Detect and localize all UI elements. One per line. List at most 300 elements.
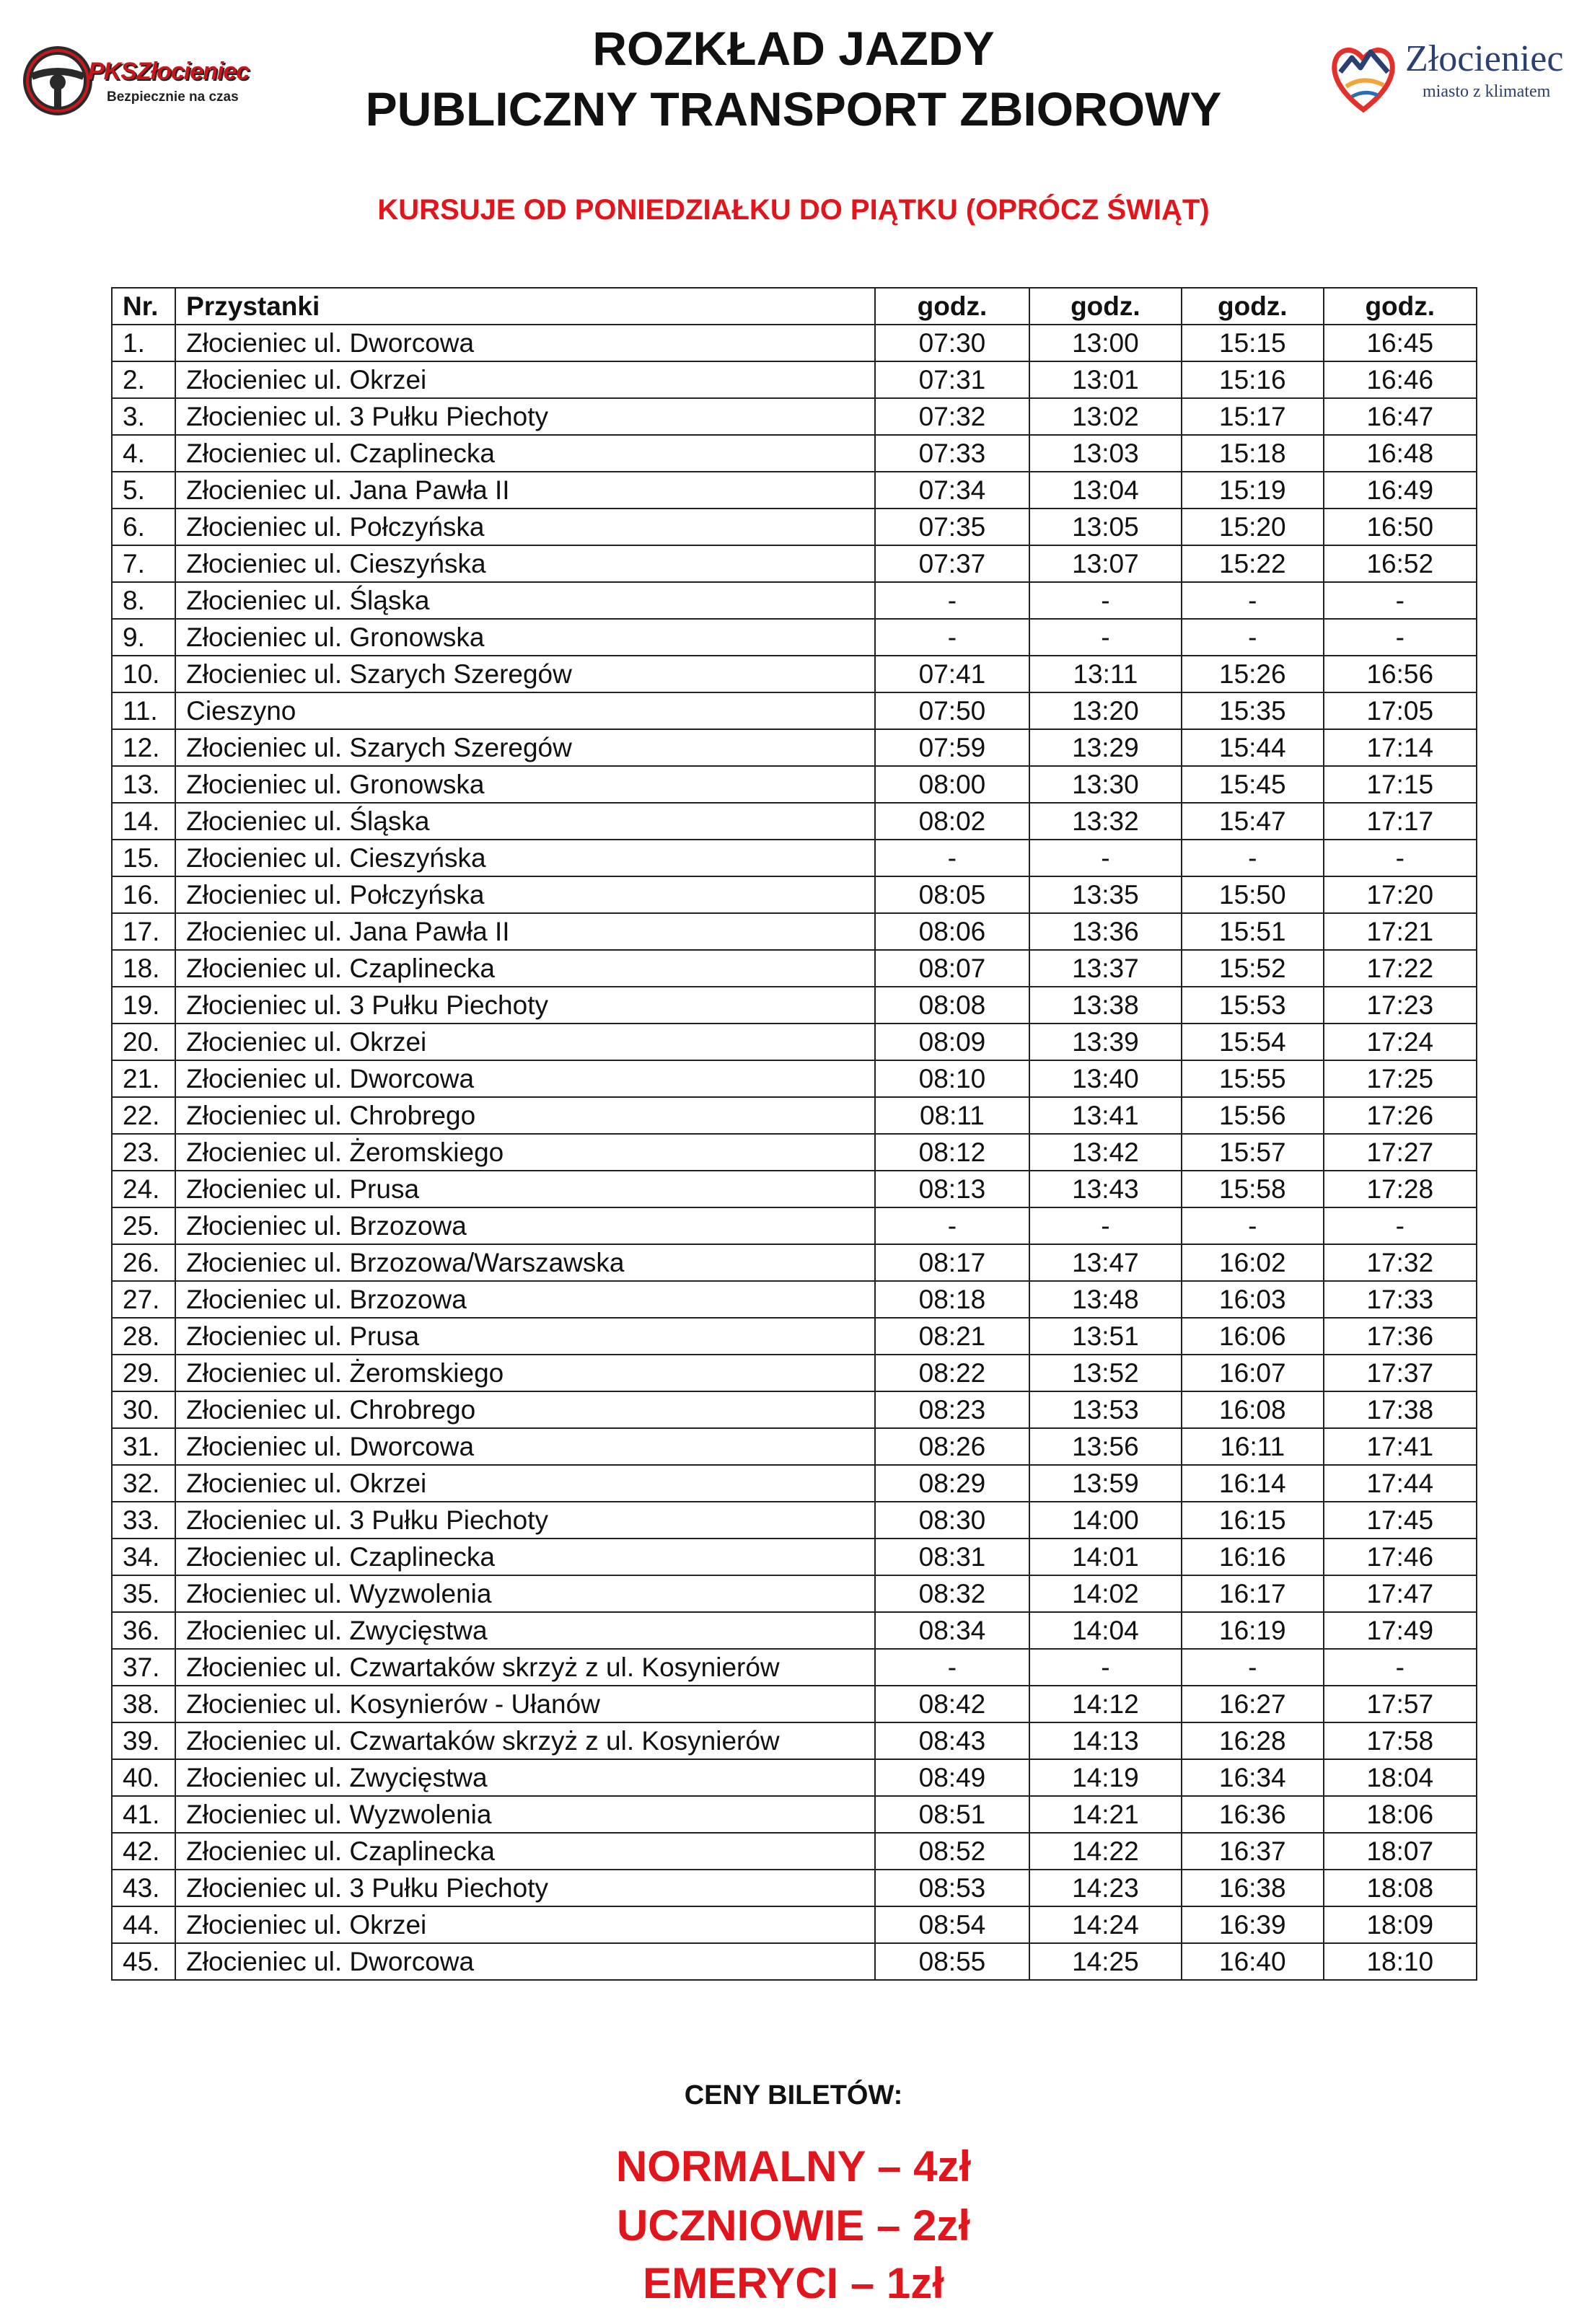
table-row xyxy=(112,1870,1477,1906)
departure-time-1: 07:31 xyxy=(875,361,1029,398)
stop-number: 35. xyxy=(112,1575,175,1612)
stop-name: Złocieniec ul. Zwycięstwa xyxy=(175,1759,875,1796)
stop-name: Złocieniec ul. 3 Pułku Piechoty xyxy=(175,1870,875,1906)
departure-time-4: 17:36 xyxy=(1324,1318,1477,1355)
departure-time-3: 16:38 xyxy=(1182,1870,1323,1906)
table-row xyxy=(112,950,1477,987)
departure-time-3: 16:17 xyxy=(1182,1575,1323,1612)
heart-landscape-icon xyxy=(1327,30,1399,117)
departure-time-1: - xyxy=(875,582,1029,619)
departure-time-1: 08:31 xyxy=(875,1539,1029,1575)
table-row xyxy=(112,766,1477,803)
stop-name: Złocieniec ul. Czwartaków skrzyż z ul. Kosynierów xyxy=(175,1722,875,1759)
departure-time-2: 14:23 xyxy=(1029,1870,1182,1906)
stop-name: Cieszyno xyxy=(175,692,875,729)
stop-name: Złocieniec ul. Śląska xyxy=(175,803,875,840)
ticket-prices-title: CENY BILETÓW: xyxy=(684,2080,903,2110)
stop-name: Złocieniec ul. Cieszyńska xyxy=(175,545,875,582)
stop-name: Złocieniec ul. 3 Pułku Piechoty xyxy=(175,1502,875,1539)
stop-number: 18. xyxy=(112,950,175,987)
stop-name: Złocieniec ul. Dworcowa xyxy=(175,325,875,361)
departure-time-3: 16:02 xyxy=(1182,1244,1323,1281)
departure-time-2: 14:02 xyxy=(1029,1575,1182,1612)
departure-time-3: 15:52 xyxy=(1182,950,1323,987)
departure-time-4: 17:27 xyxy=(1324,1134,1477,1171)
departure-time-3: 15:50 xyxy=(1182,876,1323,913)
departure-time-2: 13:47 xyxy=(1029,1244,1182,1281)
departure-time-2: 13:53 xyxy=(1029,1391,1182,1428)
stop-number: 37. xyxy=(112,1649,175,1686)
stop-number: 24. xyxy=(112,1171,175,1207)
departure-time-3: 15:47 xyxy=(1182,803,1323,840)
departure-time-4: 17:57 xyxy=(1324,1686,1477,1722)
departure-time-4: 17:15 xyxy=(1324,766,1477,803)
departure-time-3: 16:08 xyxy=(1182,1391,1323,1428)
departure-time-4: 17:58 xyxy=(1324,1722,1477,1759)
departure-time-2: 14:22 xyxy=(1029,1833,1182,1870)
pks-logo-tagline: Bezpiecznie na czas xyxy=(107,89,239,105)
departure-time-2: 13:43 xyxy=(1029,1171,1182,1207)
departure-time-3: 16:34 xyxy=(1182,1759,1323,1796)
stop-number: 30. xyxy=(112,1391,175,1428)
departure-time-2: - xyxy=(1029,582,1182,619)
departure-time-4: 17:23 xyxy=(1324,987,1477,1024)
departure-time-4: 17:26 xyxy=(1324,1097,1477,1134)
departure-time-2: 13:02 xyxy=(1029,398,1182,435)
table-row xyxy=(112,1428,1477,1465)
departure-time-2: 13:48 xyxy=(1029,1281,1182,1318)
departure-time-4: 17:44 xyxy=(1324,1465,1477,1502)
stop-number: 32. xyxy=(112,1465,175,1502)
departure-time-2: 13:30 xyxy=(1029,766,1182,803)
departure-time-2: 13:32 xyxy=(1029,803,1182,840)
table-row xyxy=(112,913,1477,950)
departure-time-1: 08:00 xyxy=(875,766,1029,803)
departure-time-4: 17:22 xyxy=(1324,950,1477,987)
departure-time-2: 13:40 xyxy=(1029,1060,1182,1097)
table-row xyxy=(112,1318,1477,1355)
table-row xyxy=(112,1539,1477,1575)
departure-time-1: 08:26 xyxy=(875,1428,1029,1465)
departure-time-3: 15:22 xyxy=(1182,545,1323,582)
departure-time-1: 08:10 xyxy=(875,1060,1029,1097)
stop-number: 1. xyxy=(112,325,175,361)
departure-time-1: 07:30 xyxy=(875,325,1029,361)
stop-number: 39. xyxy=(112,1722,175,1759)
departure-time-2: 13:59 xyxy=(1029,1465,1182,1502)
departure-time-3: 15:55 xyxy=(1182,1060,1323,1097)
stop-number: 23. xyxy=(112,1134,175,1171)
departure-time-3: - xyxy=(1182,582,1323,619)
stop-number: 11. xyxy=(112,692,175,729)
departure-time-3: 15:35 xyxy=(1182,692,1323,729)
stop-name: Złocieniec ul. Prusa xyxy=(175,1318,875,1355)
header-time-4: godz. xyxy=(1324,288,1477,325)
stop-name: Złocieniec ul. 3 Pułku Piechoty xyxy=(175,398,875,435)
stop-name: Złocieniec ul. Okrzei xyxy=(175,361,875,398)
stop-name: Złocieniec ul. 3 Pułku Piechoty xyxy=(175,987,875,1024)
departure-time-1: 08:08 xyxy=(875,987,1029,1024)
stop-name: Złocieniec ul. Kosynierów - Ułanów xyxy=(175,1686,875,1722)
table-row xyxy=(112,1759,1477,1796)
departure-time-1: 07:37 xyxy=(875,545,1029,582)
departure-time-2: - xyxy=(1029,1649,1182,1686)
departure-time-3: 15:17 xyxy=(1182,398,1323,435)
table-row xyxy=(112,398,1477,435)
stop-number: 20. xyxy=(112,1024,175,1060)
stop-name: Złocieniec ul. Żeromskiego xyxy=(175,1355,875,1391)
stop-number: 15. xyxy=(112,840,175,876)
departure-time-4: 17:33 xyxy=(1324,1281,1477,1318)
departure-time-2: 13:56 xyxy=(1029,1428,1182,1465)
departure-time-2: 13:38 xyxy=(1029,987,1182,1024)
stop-number: 5. xyxy=(112,472,175,509)
table-row xyxy=(112,1906,1477,1943)
departure-time-3: 15:57 xyxy=(1182,1134,1323,1171)
stop-name: Złocieniec ul. Połczyńska xyxy=(175,509,875,545)
departure-time-1: - xyxy=(875,840,1029,876)
departure-time-4: 17:49 xyxy=(1324,1612,1477,1649)
departure-time-1: 08:12 xyxy=(875,1134,1029,1171)
departure-time-1: - xyxy=(875,1649,1029,1686)
departure-time-1: 08:22 xyxy=(875,1355,1029,1391)
table-row xyxy=(112,545,1477,582)
page-subtitle-main: PUBLICZNY TRANSPORT ZBIOROWY xyxy=(365,82,1222,136)
table-row xyxy=(112,692,1477,729)
departure-time-3: - xyxy=(1182,1649,1323,1686)
departure-time-3: 15:20 xyxy=(1182,509,1323,545)
departure-time-4: 17:28 xyxy=(1324,1171,1477,1207)
departure-time-3: 16:40 xyxy=(1182,1943,1323,1980)
table-row xyxy=(112,1502,1477,1539)
table-row xyxy=(112,619,1477,656)
stop-name: Złocieniec ul. Jana Pawła II xyxy=(175,913,875,950)
departure-time-1: 08:11 xyxy=(875,1097,1029,1134)
stop-name: Złocieniec ul. Brzozowa/Warszawska xyxy=(175,1244,875,1281)
departure-time-4: 17:24 xyxy=(1324,1024,1477,1060)
table-row xyxy=(112,1060,1477,1097)
stop-number: 17. xyxy=(112,913,175,950)
stop-number: 25. xyxy=(112,1207,175,1244)
departure-time-1: 08:09 xyxy=(875,1024,1029,1060)
stop-number: 45. xyxy=(112,1943,175,1980)
table-row xyxy=(112,729,1477,766)
departure-time-1: - xyxy=(875,619,1029,656)
departure-time-1: 08:49 xyxy=(875,1759,1029,1796)
timetable xyxy=(111,287,1477,1981)
price-seniors: EMERYCI – 1zł xyxy=(643,2259,944,2307)
departure-time-2: 14:13 xyxy=(1029,1722,1182,1759)
departure-time-4: 17:32 xyxy=(1324,1244,1477,1281)
stop-name: Złocieniec ul. Okrzei xyxy=(175,1465,875,1502)
stop-name: Złocieniec ul. Okrzei xyxy=(175,1024,875,1060)
departure-time-4: 17:21 xyxy=(1324,913,1477,950)
table-row xyxy=(112,472,1477,509)
departure-time-1: 08:53 xyxy=(875,1870,1029,1906)
stop-number: 8. xyxy=(112,582,175,619)
stop-number: 12. xyxy=(112,729,175,766)
stop-number: 7. xyxy=(112,545,175,582)
stop-number: 26. xyxy=(112,1244,175,1281)
table-row xyxy=(112,1391,1477,1428)
table-row xyxy=(112,656,1477,692)
departure-time-1: 07:34 xyxy=(875,472,1029,509)
departure-time-4: 17:38 xyxy=(1324,1391,1477,1428)
table-row xyxy=(112,435,1477,472)
departure-time-4: 17:37 xyxy=(1324,1355,1477,1391)
departure-time-1: 08:18 xyxy=(875,1281,1029,1318)
departure-time-4: 17:17 xyxy=(1324,803,1477,840)
departure-time-2: 13:52 xyxy=(1029,1355,1182,1391)
departure-time-4: 17:46 xyxy=(1324,1539,1477,1575)
stop-name: Złocieniec ul. Cieszyńska xyxy=(175,840,875,876)
stop-name: Złocieniec ul. Prusa xyxy=(175,1171,875,1207)
table-row xyxy=(112,1575,1477,1612)
stop-name: Złocieniec ul. Czaplinecka xyxy=(175,1539,875,1575)
stop-number: 44. xyxy=(112,1906,175,1943)
price-normal: NORMALNY – 4zł xyxy=(615,2142,972,2191)
pks-logo-name: PKSZłocieniec xyxy=(88,58,250,85)
departure-time-1: 08:06 xyxy=(875,913,1029,950)
stop-name: Złocieniec ul. Dworcowa xyxy=(175,1060,875,1097)
departure-time-3: 15:54 xyxy=(1182,1024,1323,1060)
departure-time-2: 13:29 xyxy=(1029,729,1182,766)
stop-name: Złocieniec ul. Dworcowa xyxy=(175,1943,875,1980)
departure-time-1: 08:52 xyxy=(875,1833,1029,1870)
departure-time-4: 17:47 xyxy=(1324,1575,1477,1612)
departure-time-2: 13:35 xyxy=(1029,876,1182,913)
stop-number: 41. xyxy=(112,1796,175,1833)
stop-number: 14. xyxy=(112,803,175,840)
departure-time-1: 08:17 xyxy=(875,1244,1029,1281)
stop-name: Złocieniec ul. Żeromskiego xyxy=(175,1134,875,1171)
departure-time-4: 16:52 xyxy=(1324,545,1477,582)
departure-time-4: 16:50 xyxy=(1324,509,1477,545)
table-row xyxy=(112,987,1477,1024)
stop-number: 38. xyxy=(112,1686,175,1722)
departure-time-3: 15:45 xyxy=(1182,766,1323,803)
departure-time-4: 18:09 xyxy=(1324,1906,1477,1943)
departure-time-2: 13:04 xyxy=(1029,472,1182,509)
departure-time-1: 07:41 xyxy=(875,656,1029,692)
zlocieniec-logo xyxy=(1327,30,1573,124)
departure-time-3: 16:28 xyxy=(1182,1722,1323,1759)
departure-time-4: 17:14 xyxy=(1324,729,1477,766)
departure-time-2: 13:42 xyxy=(1029,1134,1182,1171)
stop-number: 3. xyxy=(112,398,175,435)
stop-name: Złocieniec ul. Jana Pawła II xyxy=(175,472,875,509)
departure-time-3: 16:15 xyxy=(1182,1502,1323,1539)
departure-time-1: 07:50 xyxy=(875,692,1029,729)
stop-number: 6. xyxy=(112,509,175,545)
departure-time-2: - xyxy=(1029,840,1182,876)
departure-time-1: 08:07 xyxy=(875,950,1029,987)
departure-time-2: 13:51 xyxy=(1029,1318,1182,1355)
table-row xyxy=(112,1134,1477,1171)
table-row xyxy=(112,1465,1477,1502)
departure-time-4: 17:05 xyxy=(1324,692,1477,729)
departure-time-3: - xyxy=(1182,840,1323,876)
table-row xyxy=(112,1244,1477,1281)
table-row xyxy=(112,1649,1477,1686)
departure-time-1: 08:34 xyxy=(875,1612,1029,1649)
departure-time-2: 13:20 xyxy=(1029,692,1182,729)
departure-time-1: 08:51 xyxy=(875,1796,1029,1833)
departure-time-2: 13:01 xyxy=(1029,361,1182,398)
table-row xyxy=(112,1612,1477,1649)
stop-number: 13. xyxy=(112,766,175,803)
departure-time-2: 14:00 xyxy=(1029,1502,1182,1539)
departure-time-1: 08:13 xyxy=(875,1171,1029,1207)
zlocieniec-logo-tagline: miasto z klimatem xyxy=(1423,82,1551,101)
table-row xyxy=(112,1171,1477,1207)
departure-time-3: 15:19 xyxy=(1182,472,1323,509)
departure-time-4: 17:25 xyxy=(1324,1060,1477,1097)
departure-time-1: 08:02 xyxy=(875,803,1029,840)
departure-time-1: 08:54 xyxy=(875,1906,1029,1943)
header-time-3: godz. xyxy=(1182,288,1323,325)
stop-name: Złocieniec ul. Gronowska xyxy=(175,619,875,656)
departure-time-4: 17:20 xyxy=(1324,876,1477,913)
table-row xyxy=(112,1207,1477,1244)
stop-name: Złocieniec ul. Śląska xyxy=(175,582,875,619)
table-row xyxy=(112,876,1477,913)
departure-time-1: 07:32 xyxy=(875,398,1029,435)
departure-time-1: - xyxy=(875,1207,1029,1244)
departure-time-2: 13:05 xyxy=(1029,509,1182,545)
departure-time-3: 15:44 xyxy=(1182,729,1323,766)
stop-name: Złocieniec ul. Czaplinecka xyxy=(175,435,875,472)
departure-time-4: 18:07 xyxy=(1324,1833,1477,1870)
departure-time-2: 14:19 xyxy=(1029,1759,1182,1796)
departure-time-3: 15:53 xyxy=(1182,987,1323,1024)
departure-time-3: 16:19 xyxy=(1182,1612,1323,1649)
departure-time-3: 15:18 xyxy=(1182,435,1323,472)
stop-number: 28. xyxy=(112,1318,175,1355)
stop-name: Złocieniec ul. Brzozowa xyxy=(175,1207,875,1244)
departure-time-3: 16:36 xyxy=(1182,1796,1323,1833)
departure-time-3: 16:27 xyxy=(1182,1686,1323,1722)
table-row xyxy=(112,803,1477,840)
table-row xyxy=(112,1833,1477,1870)
table-row xyxy=(112,1686,1477,1722)
departure-time-4: - xyxy=(1324,1207,1477,1244)
table-row xyxy=(112,361,1477,398)
departure-time-4: 18:04 xyxy=(1324,1759,1477,1796)
table-row xyxy=(112,509,1477,545)
departure-time-4: 16:49 xyxy=(1324,472,1477,509)
table-row xyxy=(112,325,1477,361)
timetable-header-row xyxy=(112,288,1477,325)
departure-time-3: 16:03 xyxy=(1182,1281,1323,1318)
departure-time-3: 15:58 xyxy=(1182,1171,1323,1207)
departure-time-1: 08:43 xyxy=(875,1722,1029,1759)
stop-number: 16. xyxy=(112,876,175,913)
stop-number: 2. xyxy=(112,361,175,398)
departure-time-2: 13:39 xyxy=(1029,1024,1182,1060)
stop-name: Złocieniec ul. Czaplinecka xyxy=(175,950,875,987)
table-row xyxy=(112,840,1477,876)
stop-name: Złocieniec ul. Gronowska xyxy=(175,766,875,803)
departure-time-1: 08:21 xyxy=(875,1318,1029,1355)
stop-number: 33. xyxy=(112,1502,175,1539)
departure-time-2: 14:04 xyxy=(1029,1612,1182,1649)
departure-time-4: - xyxy=(1324,840,1477,876)
stop-name: Złocieniec ul. Chrobrego xyxy=(175,1097,875,1134)
departure-time-3: 16:14 xyxy=(1182,1465,1323,1502)
departure-time-1: 08:55 xyxy=(875,1943,1029,1980)
stop-name: Złocieniec ul. Brzozowa xyxy=(175,1281,875,1318)
departure-time-4: 18:08 xyxy=(1324,1870,1477,1906)
stop-name: Złocieniec ul. Wyzwolenia xyxy=(175,1575,875,1612)
departure-time-1: 08:30 xyxy=(875,1502,1029,1539)
table-row xyxy=(112,1024,1477,1060)
departure-time-2: 13:36 xyxy=(1029,913,1182,950)
stop-name: Złocieniec ul. Szarych Szeregów xyxy=(175,656,875,692)
stop-number: 21. xyxy=(112,1060,175,1097)
departure-time-3: 16:06 xyxy=(1182,1318,1323,1355)
departure-time-4: 18:10 xyxy=(1324,1943,1477,1980)
departure-time-1: 08:29 xyxy=(875,1465,1029,1502)
stop-number: 31. xyxy=(112,1428,175,1465)
table-row xyxy=(112,1097,1477,1134)
departure-time-4: - xyxy=(1324,619,1477,656)
stop-name: Złocieniec ul. Okrzei xyxy=(175,1906,875,1943)
stop-number: 42. xyxy=(112,1833,175,1870)
header-nr: Nr. xyxy=(112,288,175,325)
departure-time-2: - xyxy=(1029,619,1182,656)
header-time-2: godz. xyxy=(1029,288,1182,325)
table-row xyxy=(112,582,1477,619)
departure-time-3: - xyxy=(1182,1207,1323,1244)
departure-time-2: 13:37 xyxy=(1029,950,1182,987)
stop-number: 29. xyxy=(112,1355,175,1391)
stop-name: Złocieniec ul. Szarych Szeregów xyxy=(175,729,875,766)
stop-name: Złocieniec ul. Czaplinecka xyxy=(175,1833,875,1870)
departure-time-4: 18:06 xyxy=(1324,1796,1477,1833)
stop-name: Złocieniec ul. Zwycięstwa xyxy=(175,1612,875,1649)
departure-time-3: 16:07 xyxy=(1182,1355,1323,1391)
stop-number: 27. xyxy=(112,1281,175,1318)
departure-time-1: 07:59 xyxy=(875,729,1029,766)
departure-time-2: 13:03 xyxy=(1029,435,1182,472)
schedule-validity-note: KURSUJE OD PONIEDZIAŁKU DO PIĄTKU (OPRÓCZ ŚWIĄT) xyxy=(377,194,1210,226)
departure-time-1: 07:33 xyxy=(875,435,1029,472)
departure-time-3: 16:37 xyxy=(1182,1833,1323,1870)
departure-time-4: 16:56 xyxy=(1324,656,1477,692)
stop-name: Złocieniec ul. Chrobrego xyxy=(175,1391,875,1428)
departure-time-4: 17:45 xyxy=(1324,1502,1477,1539)
departure-time-1: 08:23 xyxy=(875,1391,1029,1428)
zlocieniec-logo-name: Złocieniec xyxy=(1405,38,1564,79)
header-stops: Przystanki xyxy=(175,288,875,325)
stop-number: 4. xyxy=(112,435,175,472)
departure-time-3: 15:26 xyxy=(1182,656,1323,692)
departure-time-1: 08:42 xyxy=(875,1686,1029,1722)
departure-time-4: 17:41 xyxy=(1324,1428,1477,1465)
stop-name: Złocieniec ul. Połczyńska xyxy=(175,876,875,913)
stop-number: 43. xyxy=(112,1870,175,1906)
departure-time-4: 16:47 xyxy=(1324,398,1477,435)
departure-time-2: - xyxy=(1029,1207,1182,1244)
departure-time-2: 14:12 xyxy=(1029,1686,1182,1722)
header-time-1: godz. xyxy=(875,288,1029,325)
departure-time-3: 16:11 xyxy=(1182,1428,1323,1465)
departure-time-3: 16:39 xyxy=(1182,1906,1323,1943)
stop-number: 10. xyxy=(112,656,175,692)
departure-time-3: 15:15 xyxy=(1182,325,1323,361)
departure-time-4: 16:46 xyxy=(1324,361,1477,398)
